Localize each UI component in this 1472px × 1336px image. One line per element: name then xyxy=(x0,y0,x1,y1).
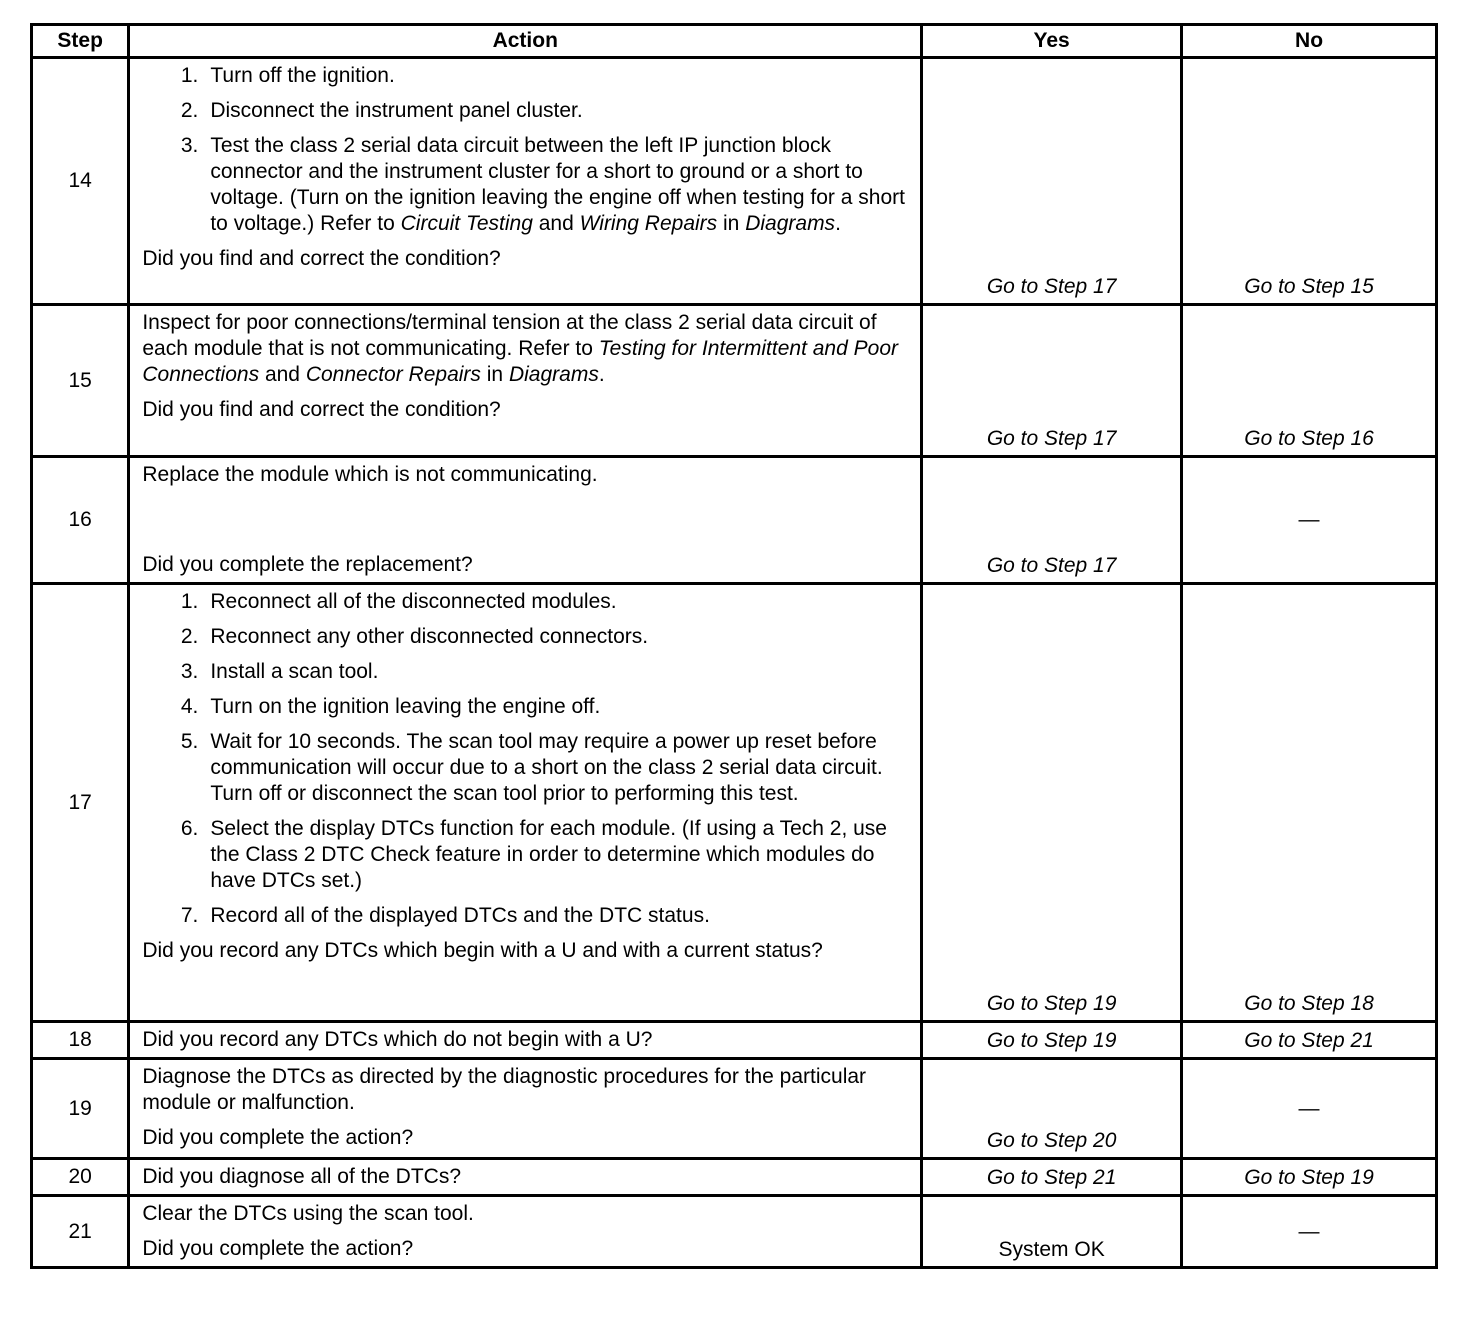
yes-result: Go to Step 17 xyxy=(922,305,1182,457)
action-cell xyxy=(129,584,922,1022)
action-text: Replace the module which is not communicating. xyxy=(142,463,598,486)
no-result: Go to Step 16 xyxy=(1182,305,1437,457)
table-row xyxy=(32,1022,1437,1059)
yes-result: Go to Step 17 xyxy=(922,457,1182,584)
step-number: 20 xyxy=(32,1159,129,1196)
table-row xyxy=(32,1159,1437,1196)
list-item: 3. Test the class 2 serial data circuit between the left IP junction block connector and the instrument cluster for a short to ground or a short to voltage. (Turn on the ignition leaving the engine off when testing for a short to voltage.) Refer to Circuit Testing and Wiring Repairs in Diagrams. xyxy=(180,134,905,235)
header-no: No xyxy=(1182,25,1437,58)
step-number: 15 xyxy=(32,305,129,457)
yes-result: Go to Step 19 xyxy=(922,584,1182,1022)
diagnostic-table xyxy=(30,23,1438,1269)
yes-result: System OK xyxy=(922,1196,1182,1268)
question-text: Did you find and correct the condition? xyxy=(142,398,501,421)
list-item: 3. Install a scan tool. xyxy=(180,660,379,683)
action-list xyxy=(142,589,908,938)
table-row xyxy=(32,305,1437,457)
yes-result: Go to Step 19 xyxy=(922,1022,1182,1059)
list-item: 2. Reconnect any other disconnected connectors. xyxy=(180,625,649,648)
table-row xyxy=(32,584,1437,1022)
no-result: Go to Step 15 xyxy=(1182,58,1437,305)
no-result: — xyxy=(1182,1059,1437,1159)
list-item: 7. Record all of the displayed DTCs and the DTC status. xyxy=(180,904,710,927)
action-cell xyxy=(129,1022,922,1059)
no-result: — xyxy=(1182,1196,1437,1268)
action-text: Clear the DTCs using the scan tool. xyxy=(142,1202,474,1225)
yes-result: Go to Step 17 xyxy=(922,58,1182,305)
list-item: 2. Disconnect the instrument panel cluster. xyxy=(180,99,583,122)
table-row xyxy=(32,1059,1437,1159)
no-result: Go to Step 18 xyxy=(1182,584,1437,1022)
question-text: Did you record any DTCs which do not begin with a U? xyxy=(142,1028,653,1051)
list-item: 1. Turn off the ignition. xyxy=(180,64,395,87)
yes-result: Go to Step 21 xyxy=(922,1159,1182,1196)
step-number: 14 xyxy=(32,58,129,305)
no-result: Go to Step 21 xyxy=(1182,1022,1437,1059)
table-row xyxy=(32,457,1437,584)
no-result: Go to Step 19 xyxy=(1182,1159,1437,1196)
table-row xyxy=(32,58,1437,305)
header-row xyxy=(32,25,1437,58)
question-text: Did you find and correct the condition? xyxy=(142,247,501,270)
action-list xyxy=(142,63,908,246)
action-cell xyxy=(129,58,922,305)
action-text: Diagnose the DTCs as directed by the diagnostic procedures for the particular module or malfunction. xyxy=(142,1065,867,1114)
question-text: Did you diagnose all of the DTCs? xyxy=(142,1165,462,1188)
step-number: 21 xyxy=(32,1196,129,1268)
action-cell xyxy=(129,1196,922,1268)
step-number: 19 xyxy=(32,1059,129,1159)
action-cell xyxy=(129,457,922,584)
question-text: Did you complete the action? xyxy=(142,1126,414,1149)
question-text: Did you record any DTCs which begin with a U and with a current status? xyxy=(142,939,823,962)
list-item: 5. Wait for 10 seconds. The scan tool may require a power up reset before communication will occur due to a short on the class 2 serial data circuit. Turn off or disconnect the scan tool prior to performing this test. xyxy=(180,730,883,805)
question-text: Did you complete the replacement? xyxy=(142,553,473,576)
action-cell xyxy=(129,1059,922,1159)
action-text: Inspect for poor connections/terminal tension at the class 2 serial data circuit of each module that is not communicating. Refer to Testing for Intermittent and Poor Connections and Connector Repairs in Diagrams. xyxy=(142,311,898,386)
action-cell xyxy=(129,1159,922,1196)
step-number: 16 xyxy=(32,457,129,584)
header-action: Action xyxy=(129,25,922,58)
header-step: Step xyxy=(32,25,129,58)
question-text: Did you complete the action? xyxy=(142,1237,414,1260)
list-item: 1. Reconnect all of the disconnected modules. xyxy=(180,590,617,613)
table-row xyxy=(32,1196,1437,1268)
step-number: 18 xyxy=(32,1022,129,1059)
no-result: — xyxy=(1182,457,1437,584)
yes-result: Go to Step 20 xyxy=(922,1059,1182,1159)
list-item: 4. Turn on the ignition leaving the engine off. xyxy=(180,695,601,718)
list-item: 6. Select the display DTCs function for each module. (If using a Tech 2, use the Class 2 DTC Check feature in order to determine which modules do have DTCs set.) xyxy=(180,817,887,892)
header-yes: Yes xyxy=(922,25,1182,58)
step-number: 17 xyxy=(32,584,129,1022)
action-cell xyxy=(129,305,922,457)
